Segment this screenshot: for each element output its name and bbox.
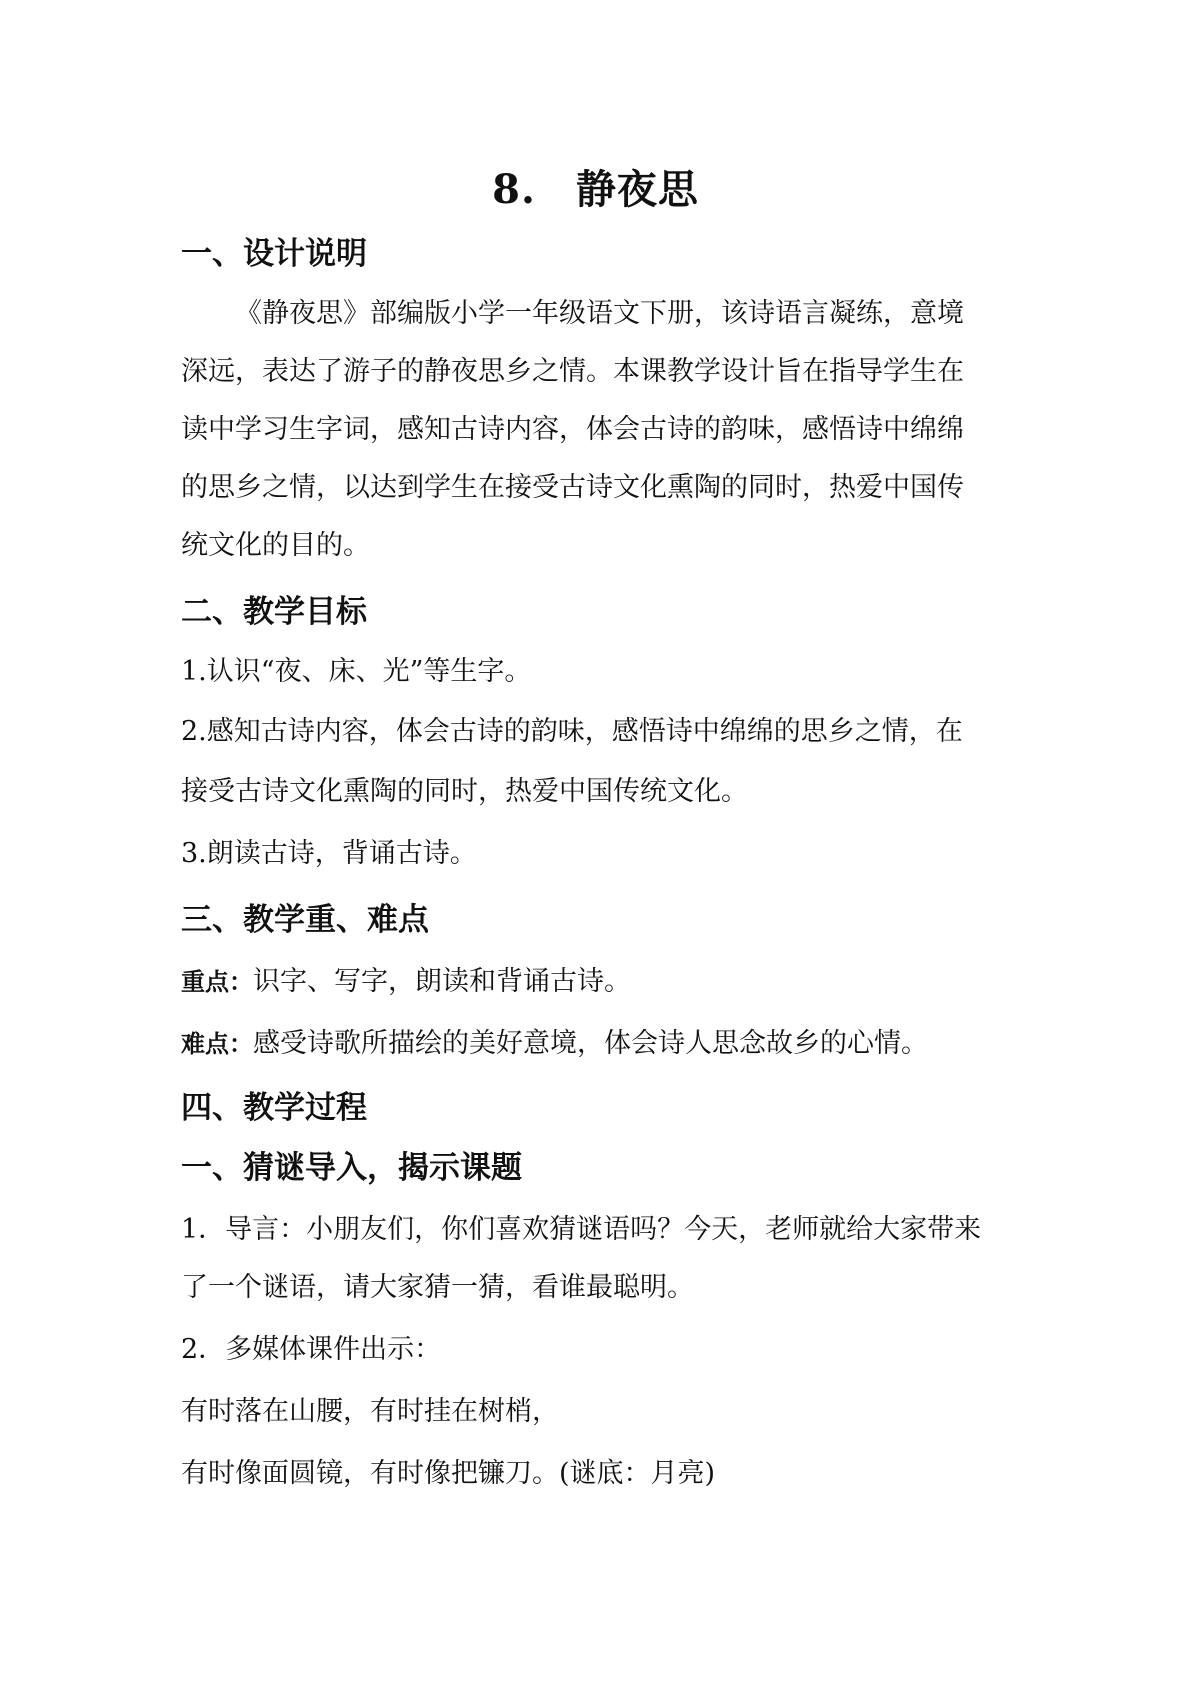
key-point-label: 重点： (181, 968, 253, 996)
paragraph-line: 统文化的目的。 (181, 530, 370, 561)
difficult-point-line (181, 1024, 928, 1064)
paragraph-line: 的思乡之情，以达到学生在接受古诗文化熏陶的同时，热爱中国传 (181, 472, 964, 503)
goal-line: 2.感知古诗内容，体会古诗的韵味，感悟诗中绵绵的思乡之情，在 (181, 716, 963, 747)
process-line: 2．多媒体课件出示： (181, 1334, 442, 1365)
section-heading-goals: 二、教学目标 (181, 594, 367, 630)
difficult-point-text: 感受诗歌所描绘的美好意境，体会诗人思念故乡的心情。 (253, 1028, 928, 1059)
paragraph-line: 深远，表达了游子的静夜思乡之情。本课教学设计旨在指导学生在 (181, 356, 964, 387)
process-line: 了一个谜语，请大家猜一猜，看谁最聪明。 (181, 1272, 694, 1303)
section-heading-keypoints: 三、教学重、难点 (181, 902, 429, 938)
goal-line: 3.朗读古诗，背诵古诗。 (181, 838, 477, 869)
riddle-line: 有时落在山腰，有时挂在树梢， (181, 1396, 559, 1427)
paragraph-line: 读中学习生字词，感知古诗内容，体会古诗的韵味，感悟诗中绵绵 (181, 414, 964, 445)
page-title (0, 160, 1191, 220)
sub-heading-riddle: 一、猜谜导入，揭示课题 (181, 1150, 522, 1186)
process-line: 1．导言：小朋友们，你们喜欢猜谜语吗？今天，老师就给大家带来 (181, 1214, 982, 1245)
goal-line: 接受古诗文化熏陶的同时，热爱中国传统文化。 (181, 776, 748, 807)
difficult-point-label: 难点： (181, 1030, 253, 1058)
title-text: 静夜思 (575, 166, 699, 213)
riddle-line: 有时像面圆镜，有时像把镰刀。(谜底：月亮) (181, 1458, 716, 1489)
title-number: 8. (492, 166, 536, 213)
paragraph-line: 《静夜思》部编版小学一年级语文下册，该诗语言凝练，意境 (235, 298, 964, 329)
section-heading-design: 一、设计说明 (181, 236, 367, 272)
key-point-line (181, 962, 631, 1002)
key-point-text: 识字、写字，朗读和背诵古诗。 (253, 966, 631, 997)
goal-line: 1.认识“夜、床、光”等生字。 (181, 656, 532, 687)
section-heading-process: 四、教学过程 (181, 1090, 367, 1126)
